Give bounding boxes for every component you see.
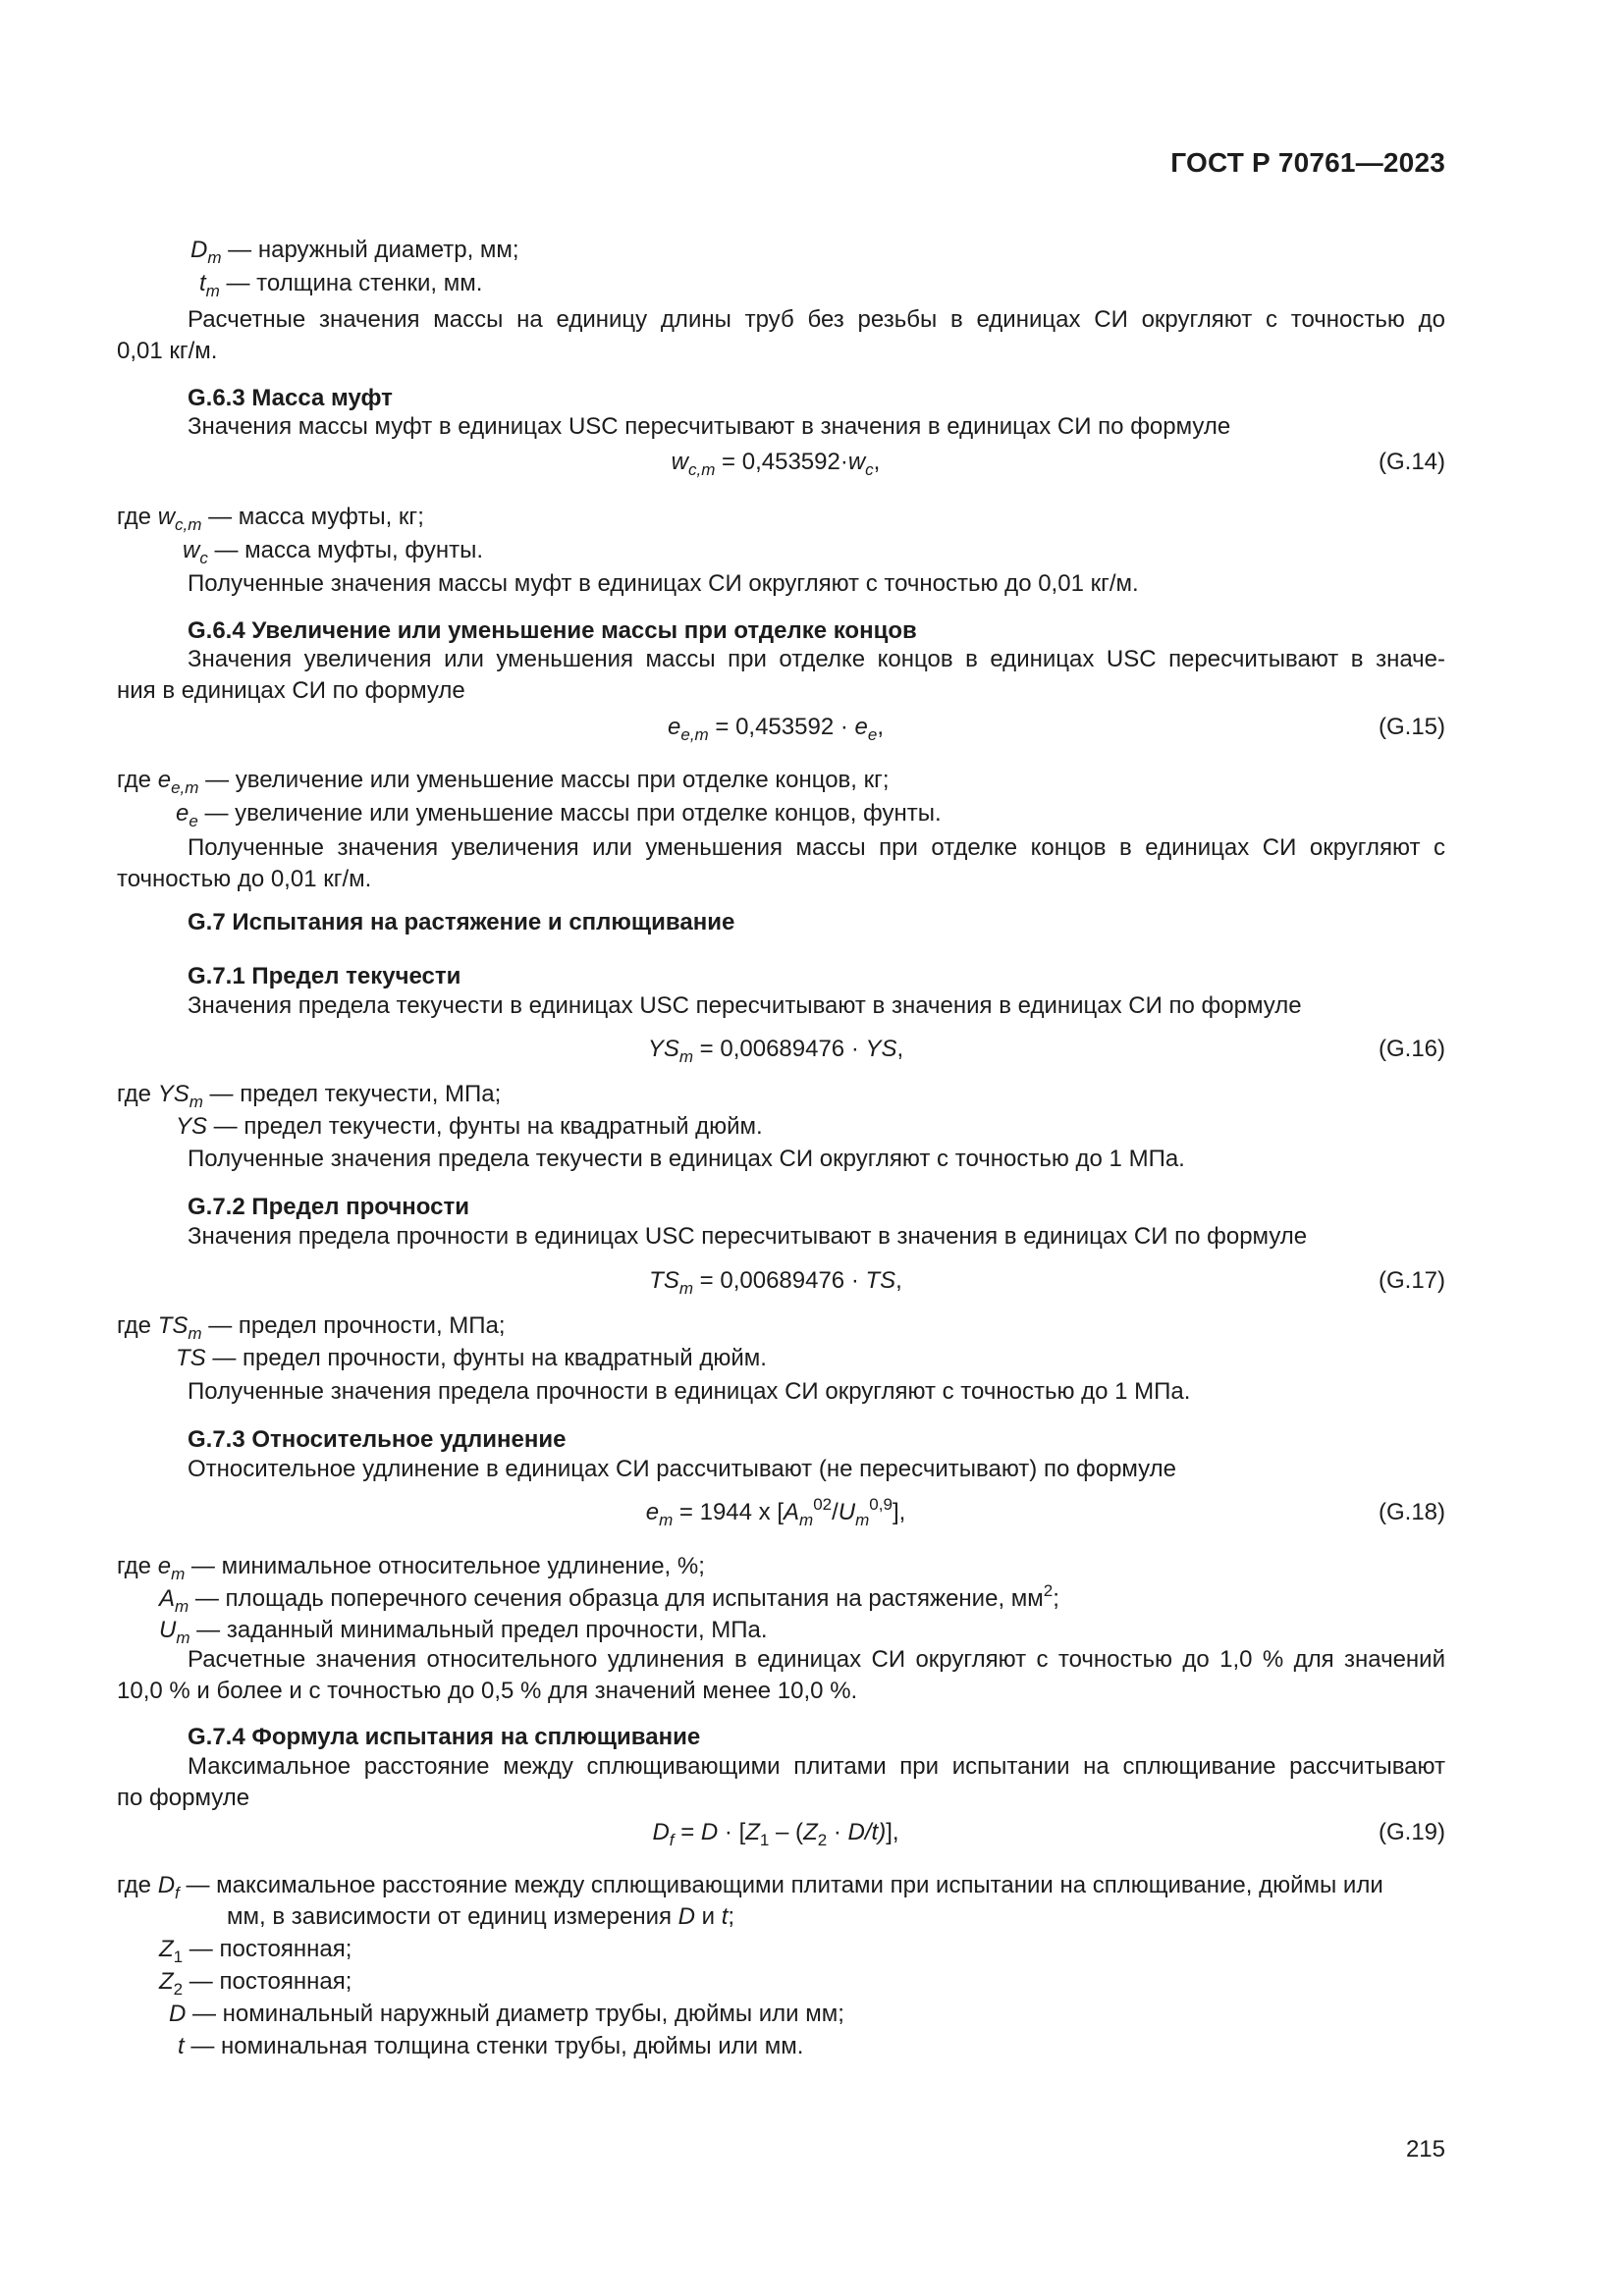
where-line: где $YS_m$ — предел текучести, МПа; xyxy=(117,1081,502,1111)
where-line: TS — предел прочности, фунты на квадратный дюйм. xyxy=(176,1345,767,1371)
formula-number: (G.17) xyxy=(1378,1267,1445,1294)
where-line: $t_m$ — толщина стенки, мм. xyxy=(199,270,483,300)
formula: $D_f = D \cdot [Z_1 - (Z_2 \cdot D/t)]$, xyxy=(652,1819,899,1849)
section-heading: G.7.3 Относительное удлинение xyxy=(188,1426,567,1453)
where-line: $D_m$ — наружный диаметр, мм; xyxy=(190,237,519,267)
where-line: где $w_{c,m}$ — масса муфты, кг; xyxy=(117,504,424,534)
paragraph: точностью до 0,01 кг/м. xyxy=(117,866,372,892)
formula: $YS_m = 0,00689476$ · YS, xyxy=(647,1036,904,1066)
section-heading: G.6.4 Увеличение или уменьшение массы при отделке концов xyxy=(188,617,917,644)
paragraph: Полученные значения увеличения или уменьшения массы при отделке концов в единицах СИ округляют с xyxy=(188,834,1445,861)
paragraph: Полученные значения предела прочности в единицах СИ округляют с точностью до 1 МПа. xyxy=(188,1378,1191,1405)
formula: $TS_m = 0,00689476$ · TS, xyxy=(649,1267,902,1298)
formula-number: (G.19) xyxy=(1378,1819,1445,1845)
paragraph: по формуле xyxy=(117,1785,250,1811)
where-line: $w_c$ — масса муфты, фунты. xyxy=(183,537,483,567)
where-line: где $TS_m$ — предел прочности, МПа; xyxy=(117,1312,506,1343)
where-line: $e_e$ — увеличение или уменьшение массы при отделке концов, фунты. xyxy=(176,800,942,830)
paragraph: Полученные значения предела текучести в единицах СИ округляют с точностью до 1 МПа. xyxy=(188,1146,1185,1172)
paragraph: 10,0 % и более и с точностью до 0,5 % для значений менее 10,0 %. xyxy=(117,1678,858,1704)
paragraph: Значения предела текучести в единицах USC пересчитывают в значения в единицах СИ по формуле xyxy=(188,992,1302,1019)
paragraph: Значения увеличения или уменьшения массы при отделке концов в единицах USC пересчитывают в значе- xyxy=(188,646,1445,672)
where-line: D — номинальный наружный диаметр трубы, дюймы или мм; xyxy=(169,2001,844,2027)
paragraph: Значения предела прочности в единицах USC пересчитывают в значения в единицах СИ по формуле xyxy=(188,1223,1308,1250)
where-line: $Z_1$ — постоянная; xyxy=(159,1936,352,1966)
section-heading: G.7.2 Предел прочности xyxy=(188,1194,469,1220)
page-number: 215 xyxy=(1405,2136,1445,2163)
where-line: t — номинальная толщина стенки трубы, дюймы или мм. xyxy=(178,2033,804,2059)
paragraph: Относительное удлинение в единицах СИ рассчитывают (не пересчитывают) по формуле xyxy=(188,1456,1177,1482)
where-line: где $e_m$ — минимальное относительное удлинение, %; xyxy=(117,1553,705,1583)
formula-number: (G.16) xyxy=(1378,1036,1445,1062)
formula-number: (G.15) xyxy=(1378,714,1445,740)
formula: $e_{e,m} = 0,453592 \cdot e_e$, xyxy=(668,714,884,744)
where-line-continuation: мм, в зависимости от единиц измерения D и t; xyxy=(227,1903,735,1930)
section-heading: G.7.1 Предел текучести xyxy=(188,963,461,989)
formula-number: (G.14) xyxy=(1378,449,1445,475)
where-line: $Z_2$ — постоянная; xyxy=(159,1968,352,1999)
section-heading: G.7.4 Формула испытания на сплющивание xyxy=(188,1724,701,1750)
section-heading: G.7 Испытания на растяжение и сплющивание xyxy=(188,909,735,935)
where-line: YS — предел текучести, фунты на квадратный дюйм. xyxy=(176,1113,763,1140)
formula-number: (G.18) xyxy=(1378,1499,1445,1525)
paragraph: 0,01 кг/м. xyxy=(117,338,218,364)
where-line: где $e_{e,m}$ — увеличение или уменьшение массы при отделке концов, кг; xyxy=(117,767,890,797)
paragraph: Расчетные значения массы на единицу длины труб без резьбы в единицах СИ округляют с точностью до xyxy=(188,306,1445,333)
section-heading: G.6.3 Масса муфт xyxy=(188,385,393,411)
where-line: где $D_f$ — максимальное расстояние между сплющивающими плитами при испытании на сплющивание, дюймы или xyxy=(117,1872,1383,1902)
where-line: $U_m$ — заданный минимальный предел прочности, МПа. xyxy=(159,1617,768,1647)
paragraph: ния в единицах СИ по формуле xyxy=(117,677,465,704)
formula: $w_{c,m} = 0,453592\cdot w_c$, xyxy=(671,449,881,479)
paragraph: Максимальное расстояние между сплющивающими плитами при испытании на сплющивание рассчитывают xyxy=(188,1753,1445,1780)
paragraph: Расчетные значения относительного удлинения в единицах СИ округляют с точностью до 1,0 % для значений xyxy=(188,1646,1445,1673)
paragraph: Значения массы муфт в единицах USC пересчитывают в значения в единицах СИ по формуле xyxy=(188,413,1231,440)
where-line: $A_m$ — площадь поперечного сечения образца для испытания на растяжение, $мм^2$; xyxy=(159,1581,1059,1616)
document-header: ГОСТ Р 70761—2023 xyxy=(1170,147,1445,178)
formula: $e_m = 1944$ x $[A_m^{02}/U_m^{0,9}]$, xyxy=(645,1495,906,1529)
paragraph: Полученные значения массы муфт в единицах СИ округляют с точностью до 0,01 кг/м. xyxy=(188,570,1139,597)
